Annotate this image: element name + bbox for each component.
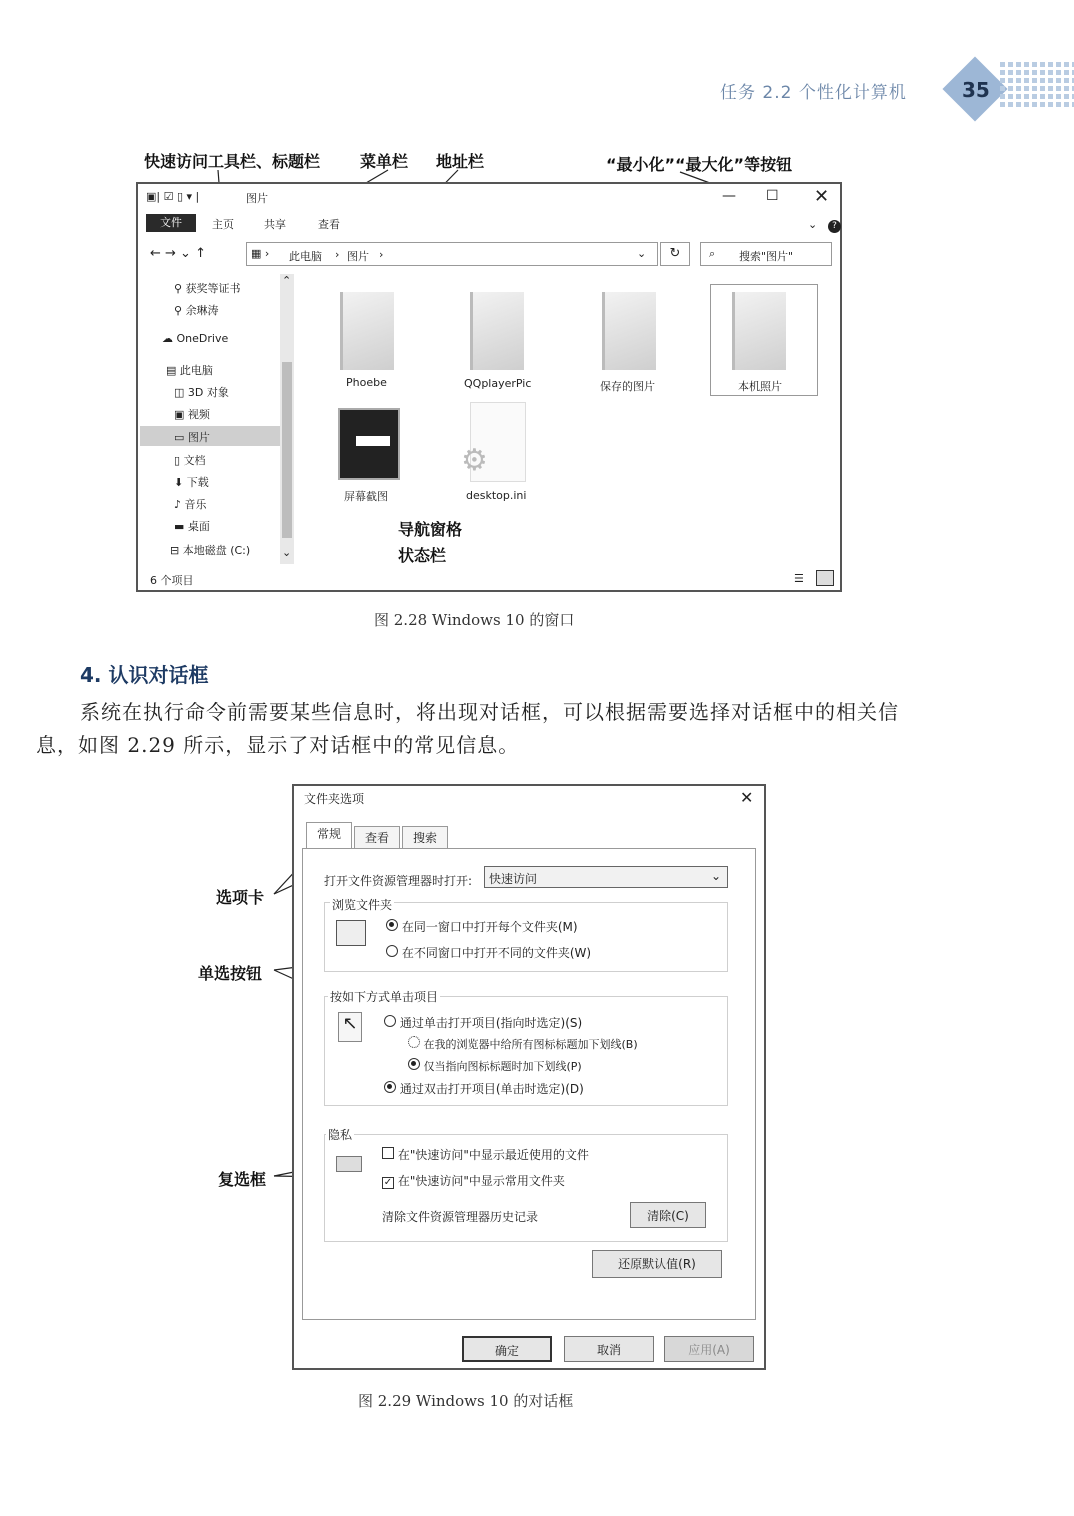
open-explorer-label: 打开文件资源管理器时打开:: [324, 874, 473, 888]
folder-icon[interactable]: [602, 292, 656, 370]
open-explorer-value: 快速访问: [489, 872, 538, 886]
maximize-button[interactable]: ☐: [766, 188, 779, 204]
label-checkboxes: 复选框: [218, 1170, 267, 1189]
minimize-button[interactable]: —: [722, 188, 736, 204]
pin-icon: ⚲: [174, 304, 186, 317]
nav-item-local-disk[interactable]: ⊟ 本地磁盘 (C:): [170, 544, 251, 557]
cursor-icon: ↖: [338, 1012, 362, 1042]
file-label-phoebe[interactable]: Phoebe: [346, 376, 387, 389]
restore-defaults-button[interactable]: 还原默认值(R): [592, 1250, 722, 1278]
navigation-pane: [140, 274, 298, 564]
thumbnail-bar: [356, 436, 390, 446]
video-icon: ▣: [174, 408, 188, 421]
cube-icon: ◫: [174, 386, 188, 399]
clear-history-label: 清除文件资源管理器历史记录: [382, 1210, 539, 1224]
crumb-pc[interactable]: 此电脑: [289, 250, 322, 263]
quick-access-toolbar[interactable]: ▣| ☑ ▯ ▾ |: [146, 190, 200, 203]
status-bar: 6 个项目: [150, 574, 194, 587]
file-label-saved[interactable]: 保存的图片: [600, 380, 655, 393]
checkbox-frequent-folders[interactable]: ✓ 在"快速访问"中显示常用文件夹: [383, 1174, 565, 1188]
checkbox-recent-files[interactable]: 在"快速访问"中显示最近使用的文件: [382, 1146, 589, 1163]
apply-button[interactable]: 应用(A): [664, 1336, 754, 1362]
pin-icon: ⚲: [174, 282, 186, 295]
computer-icon: ▤: [166, 364, 180, 377]
privacy-icon-body: [336, 1156, 362, 1172]
menu-home[interactable]: 主页: [212, 218, 234, 231]
radio-on-icon[interactable]: [386, 919, 398, 931]
nav-item-documents[interactable]: ▯ 文档: [174, 454, 206, 467]
close-button[interactable]: ✕: [814, 186, 830, 207]
figure-caption-2-29: 图 2.29 Windows 10 的对话框: [358, 1392, 574, 1410]
ini-file-icon[interactable]: [461, 402, 526, 482]
click-items-heading: 按如下方式单击项目: [330, 990, 439, 1004]
ribbon-expand-icon[interactable]: ⌄: [808, 218, 818, 231]
nav-selection-highlight: [140, 426, 280, 446]
label-qat-title: 快速访问工具栏、标题栏: [144, 152, 321, 171]
folder-icon[interactable]: [470, 292, 524, 370]
search-box[interactable]: [700, 242, 832, 266]
radio-underline-hover[interactable]: 仅当指向图标标题时加下划线(P): [408, 1058, 582, 1074]
file-label-local-photos[interactable]: 本机照片: [738, 380, 782, 393]
checkbox-icon[interactable]: [382, 1147, 394, 1159]
nav-item-this-pc[interactable]: ▤ 此电脑: [166, 364, 213, 377]
label-status-bar: 状态栏: [398, 546, 447, 565]
search-placeholder: 搜索"图片": [739, 250, 794, 263]
crumb-more-icon[interactable]: ›: [379, 248, 384, 261]
paragraph-line-1: 系统在执行命令前需要某些信息时，将出现对话框，可以根据需要选择对话框中的相关信: [80, 700, 899, 724]
radio-single-click[interactable]: 通过单击打开项目(指向时选定)(S): [384, 1014, 582, 1031]
pc-icon: ▦ ›: [251, 247, 270, 260]
details-view-icon[interactable]: ☰: [794, 572, 804, 585]
file-label-desktop-ini[interactable]: desktop.ini: [466, 489, 527, 502]
tab-search[interactable]: 搜索: [402, 826, 448, 849]
document-icon: ▯: [174, 454, 184, 467]
nav-item-desktop[interactable]: ▬ 桌面: [174, 520, 210, 533]
file-label-screenshots[interactable]: 屏幕截图: [344, 490, 388, 503]
privacy-icon: [336, 1148, 366, 1174]
screenshot-folder-icon[interactable]: [338, 408, 400, 480]
folder-icon[interactable]: [340, 292, 394, 370]
figure-caption-2-28: 图 2.28 Windows 10 的窗口: [374, 611, 575, 629]
folder-icon[interactable]: [732, 292, 786, 370]
label-minmax-buttons: “最小化”“最大化”等按钮: [606, 155, 793, 174]
download-icon: ⬇: [174, 476, 187, 489]
dialog-title: 文件夹选项: [304, 792, 365, 806]
browse-window-icon: [336, 920, 366, 946]
window-title: 图片: [246, 192, 268, 205]
clear-button[interactable]: 清除(C): [630, 1202, 706, 1228]
scroll-up-icon[interactable]: ⌃: [282, 274, 292, 287]
nav-item-onedrive[interactable]: ☁ OneDrive: [162, 332, 229, 345]
address-bar[interactable]: [246, 242, 658, 266]
nav-item-3d[interactable]: ◫ 3D 对象: [174, 386, 229, 399]
file-label-qqplayer[interactable]: QQplayerPic: [464, 377, 532, 390]
large-icons-view-icon[interactable]: [816, 570, 834, 586]
radio-off-icon[interactable]: [386, 945, 398, 957]
nav-item-pictures[interactable]: ▭ 图片: [174, 431, 210, 444]
label-address-bar: 地址栏: [436, 152, 485, 171]
search-icon: ⌕: [709, 247, 716, 260]
music-icon: ♪: [174, 498, 185, 511]
nav-arrows-icon[interactable]: ← → ⌄ ↑: [150, 246, 206, 261]
disk-icon: ⊟: [170, 544, 183, 557]
menu-share[interactable]: 共享: [264, 218, 286, 231]
crumb-sep-icon: ›: [335, 248, 340, 261]
gear-icon: ⚙: [461, 443, 488, 478]
radio-new-window[interactable]: 在不同窗口中打开不同的文件夹(W): [386, 944, 591, 961]
crumb-pictures[interactable]: 图片: [347, 250, 369, 263]
ok-button[interactable]: 确定: [462, 1336, 552, 1362]
radio-on-icon[interactable]: [408, 1058, 420, 1070]
nav-item-music[interactable]: ♪ 音乐: [174, 498, 207, 511]
privacy-heading: 隐私: [328, 1128, 353, 1142]
page-number: 35: [962, 78, 990, 102]
tab-general[interactable]: 常规: [306, 822, 352, 848]
scroll-down-icon[interactable]: ⌄: [282, 546, 292, 559]
checkmark-icon[interactable]: ✓: [383, 1177, 393, 1188]
menu-view[interactable]: 查看: [318, 218, 340, 231]
tab-view[interactable]: 查看: [354, 826, 400, 849]
section-heading: 4. 认识对话框: [80, 663, 209, 687]
radio-same-window[interactable]: 在同一窗口中打开每个文件夹(M): [386, 918, 578, 935]
label-radio-buttons: 单选按钮: [198, 964, 263, 983]
desktop-icon: ▬: [174, 520, 188, 533]
dropdown-icon[interactable]: ⌄: [637, 247, 647, 260]
nav-scrollbar[interactable]: [280, 274, 294, 564]
explorer-window: [136, 182, 842, 592]
close-icon[interactable]: ✕: [740, 788, 754, 807]
radio-off-icon[interactable]: [408, 1036, 420, 1048]
folder-options-dialog: [292, 784, 766, 1370]
chevron-down-icon: ⌄: [711, 869, 722, 883]
radio-underline-all[interactable]: 在我的浏览器中给所有图标标题加下划线(B): [408, 1036, 638, 1052]
cloud-icon: ☁: [162, 332, 177, 345]
scroll-thumb[interactable]: [282, 362, 292, 538]
refresh-icon[interactable]: ↻: [660, 242, 690, 266]
open-explorer-select[interactable]: [484, 866, 728, 888]
menu-file[interactable]: 文件: [146, 214, 196, 232]
radio-double-click[interactable]: 通过双击打开项目(单击时选定)(D): [384, 1080, 584, 1097]
help-icon[interactable]: ?: [828, 220, 841, 233]
running-header: 任务 2.2 个性化计算机: [720, 83, 907, 103]
paragraph-line-2: 息，如图 2.29 所示，显示了对话框中的常见信息。: [36, 733, 520, 757]
nav-item-certs[interactable]: ⚲ 获奖等证书: [174, 282, 241, 295]
radio-off-icon[interactable]: [384, 1015, 396, 1027]
picture-icon: ▭: [174, 431, 188, 444]
label-menu-bar: 菜单栏: [360, 152, 409, 171]
nav-item-user[interactable]: ⚲ 余琳涛: [174, 304, 219, 317]
label-tabs: 选项卡: [216, 888, 265, 907]
cancel-button[interactable]: 取消: [564, 1336, 654, 1362]
label-nav-pane: 导航窗格: [398, 520, 463, 539]
browse-folders-heading: 浏览文件夹: [332, 898, 393, 912]
nav-item-videos[interactable]: ▣ 视频: [174, 408, 210, 421]
nav-item-downloads[interactable]: ⬇ 下载: [174, 476, 209, 489]
radio-on-icon[interactable]: [384, 1081, 396, 1093]
